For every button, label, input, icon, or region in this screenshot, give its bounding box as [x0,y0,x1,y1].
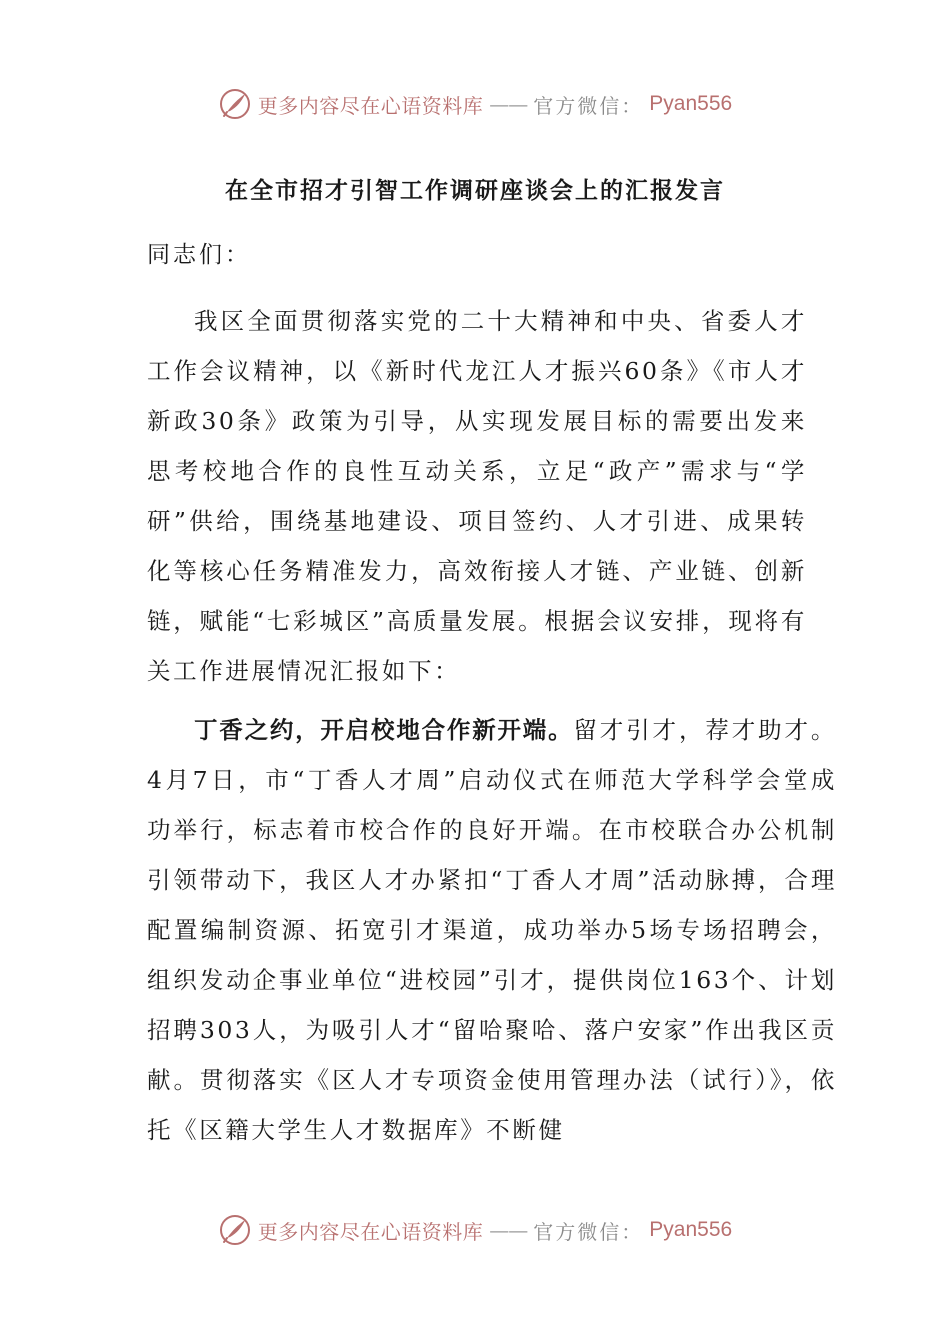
banner-wechat-id: Pyan556 [649,92,733,115]
paragraph-body-text: 留才引才，荐才助才。4月7日，市“丁香人才周”启动仪式在师范大学科学会堂成功举行，标志着市校合作的良好开端。在市校联合办公机制引领带动下，我区人才办紧扣“丁香人才周”活动脉搏，合理配置编制资源、拓宽引才渠道，成功举办5场专场招聘会，组织发动企事业单位“进校园”引才，提供岗位163个、计划招聘303人，为吸引人才“留哈聚哈、落户安家”作出我区贡献。贯彻落实《区人才专项资金使用管理办法（试行）》，依托《区籍大学生人才数据库》不断健 [147,716,837,1144]
document-title: 在全市招才引智工作调研座谈会上的汇报发言 [225,177,725,204]
banner-slogan: 更多内容尽在心语资料库 [257,1219,484,1244]
banner-wechat-id: Pyan556 [649,1218,733,1241]
banner-dash: —— [489,92,528,116]
banner-slogan: 更多内容尽在心语资料库 [257,93,484,118]
paragraph-lead-heading: 丁香之约，开启校地合作新开端。 [194,716,574,744]
body-paragraph-1: 我区全面贯彻落实党的二十大精神和中央、省委人才工作会议精神，以《新时代龙江人才振兴60条》《市人才新政30条》政策为引导，从实现发展目标的需要出发来思考校地合作的良性互动关系，立足“政产”需求与“学研”供给，围绕基地建设、项目签约、人才引进、成果转化等核心任务精准发力，高效衔接人才链、产业链、创新链，赋能“七彩城区”高质量发展。根据会议安排，现将有关工作进展情况汇报如下： [147,307,807,685]
header-banner [0,82,950,126]
body-paragraph-2 [147,705,837,1155]
salutation: 同志们： [147,242,251,268]
quill-pen-icon [218,1213,252,1247]
footer-banner [0,1208,950,1252]
quill-pen-icon [218,87,252,121]
banner-wechat-label: 官方微信： [533,1219,644,1244]
banner-dash: —— [489,1218,528,1242]
banner-wechat-label: 官方微信： [533,93,644,118]
